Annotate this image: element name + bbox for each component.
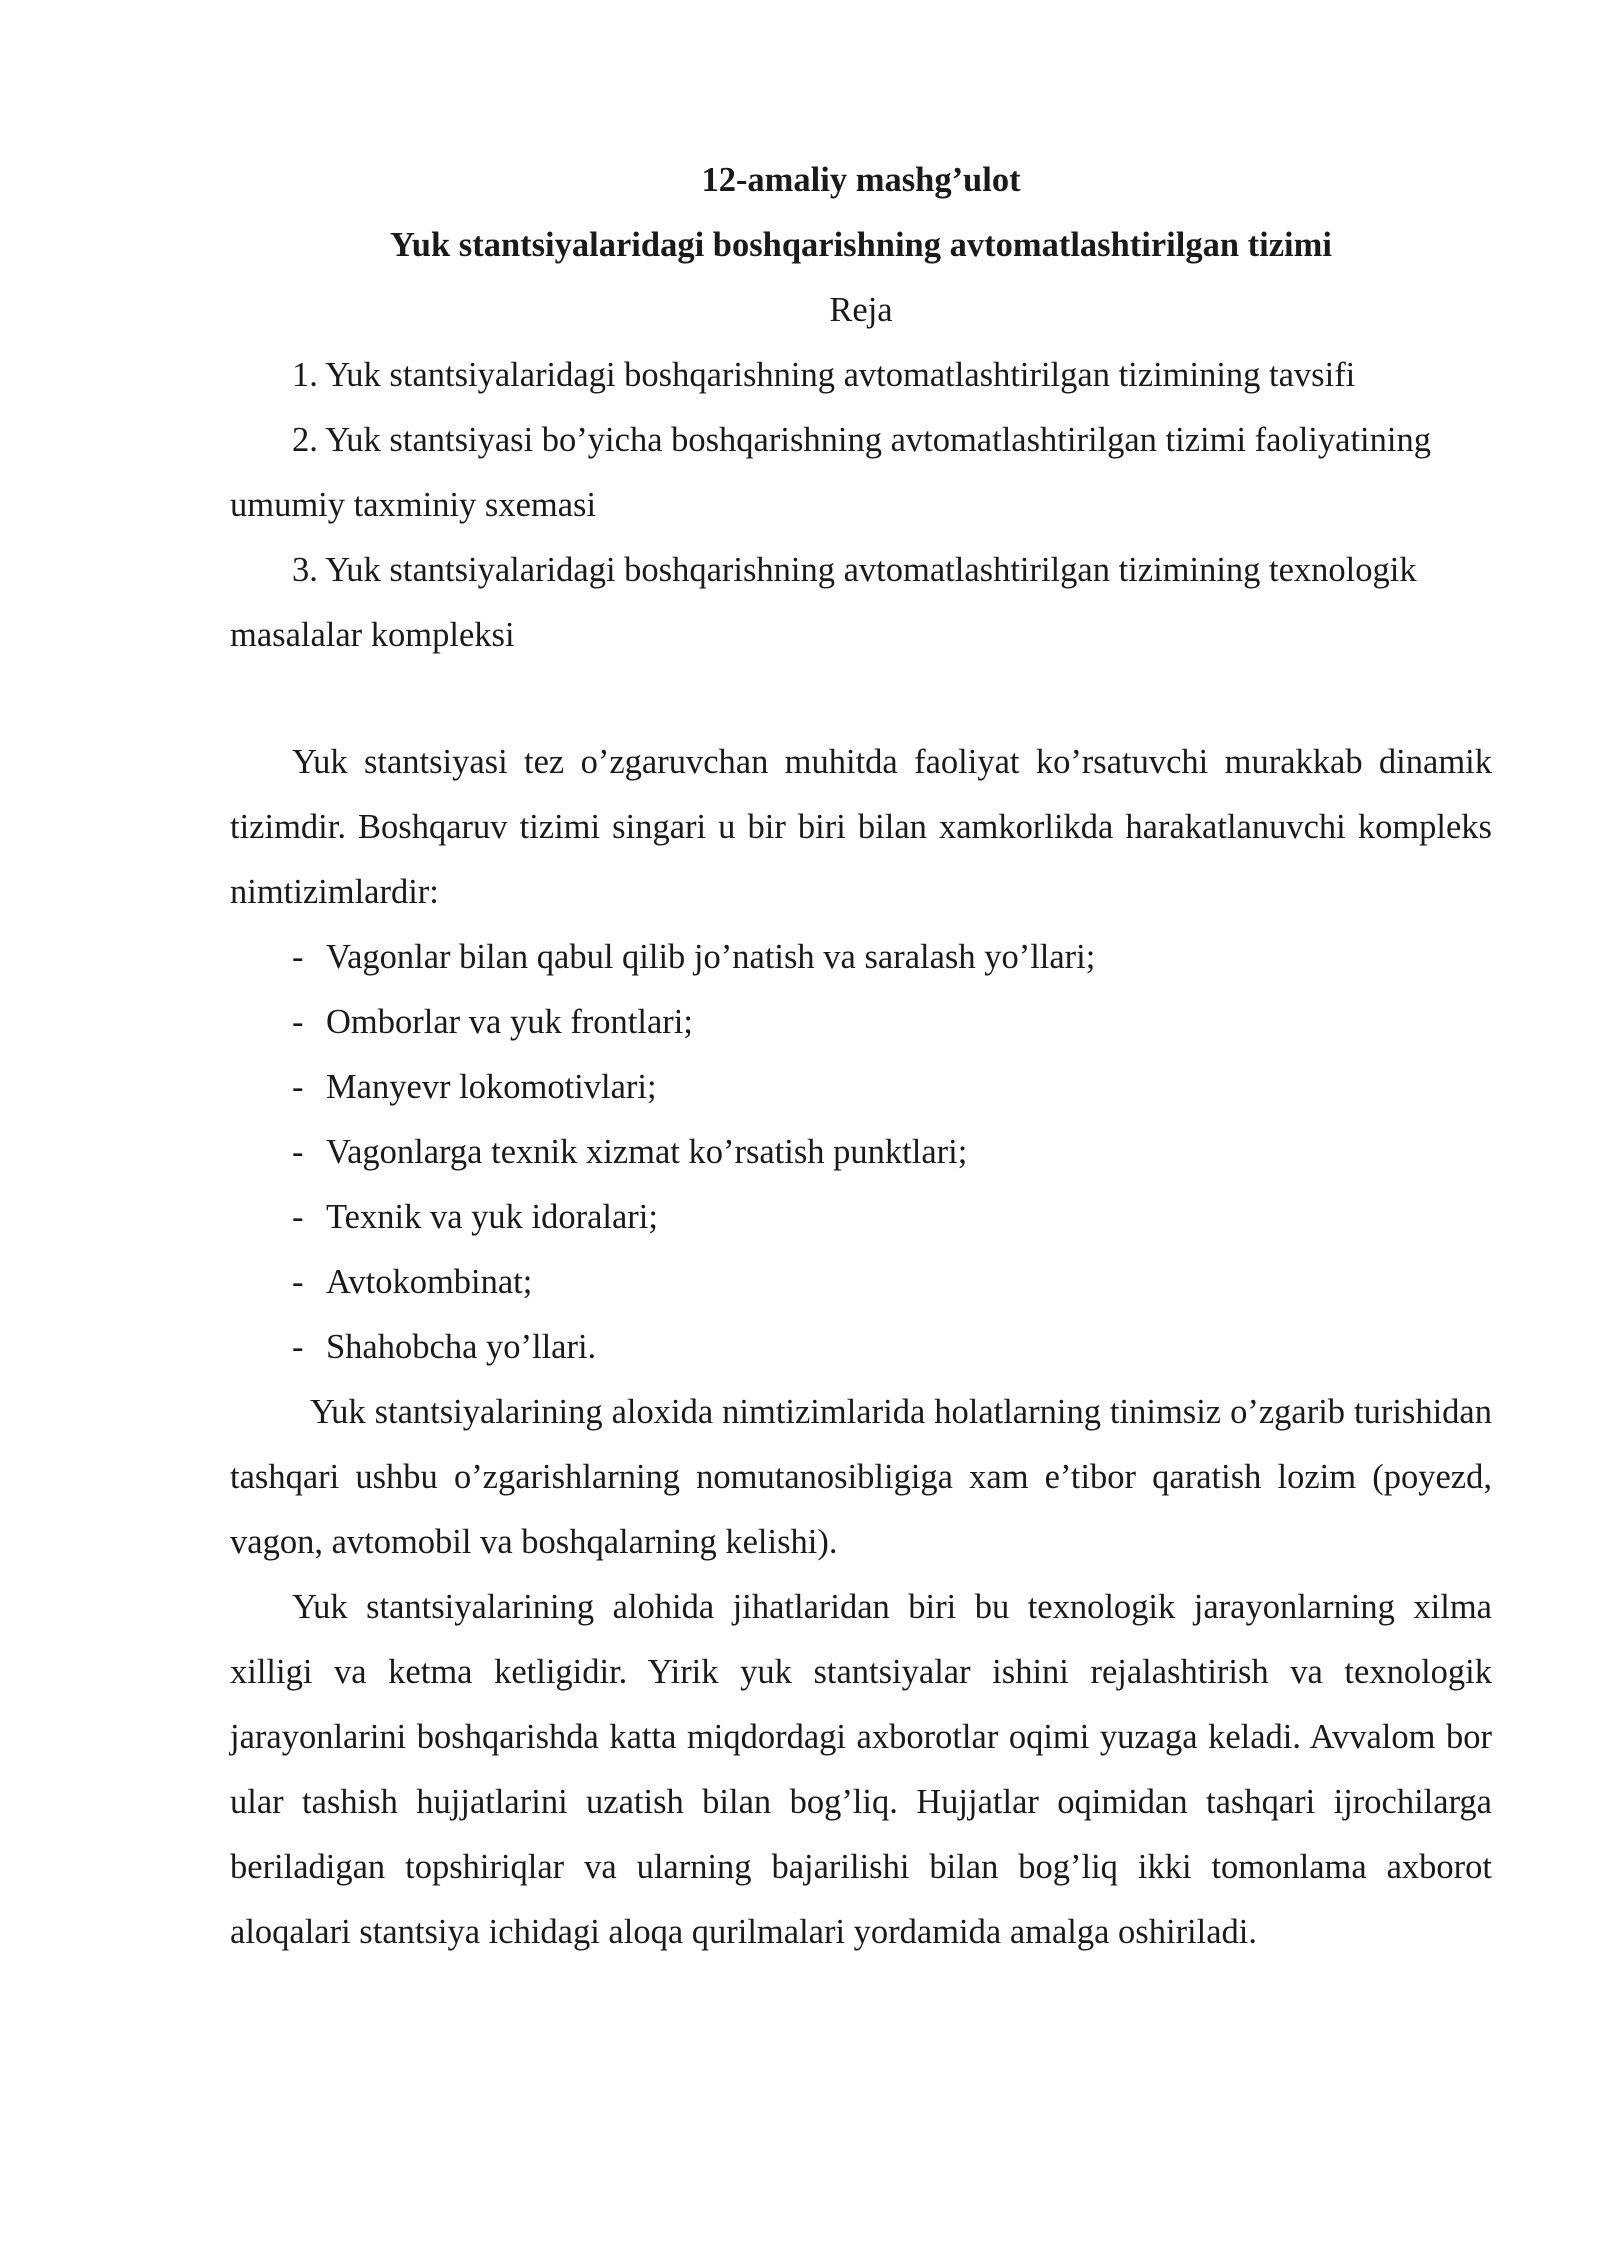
plan-list — [230, 343, 1492, 668]
list-item-text: Vagonlar bilan qabul qilib jo’natish va saralash yo’llari; — [326, 938, 1096, 976]
bullet-dash: - — [292, 1328, 304, 1366]
list-item — [230, 990, 1492, 1055]
list-item — [230, 1250, 1492, 1315]
bullet-dash: - — [292, 938, 304, 976]
body-paragraph-3: Yuk stantsiyalarining alohida jihatlaridan biri bu texnologik jarayonlarning xilma xilligi va ketma ketligidir. Yirik yuk stantsiyalar ishini rejalashtirish va texnologik jarayonlarini boshqarishda katta miqdordagi axborotlar oqimi yuzaga keladi. Avvalom bor ular tashish hujjatlarini uzatish bilan bog’liq. Hujjatlar oqimidan tashqari ijrochilarga beriladigan topshiriqlar va ularning bajarilishi bilan bog’liq ikki tomonlama axborot aloqalari stantsiya ichidagi aloqa qurilmalari yordamida amalga oshiriladi. — [230, 1588, 1492, 1951]
document-title: Yuk stantsiyalaridagi boshqarishning avtomatlashtirilgan tizimi — [390, 226, 1332, 264]
body-paragraph-2: Yuk stantsiyalarining aloxida nimtizimlarida holatlarning tinimsiz o’zgarib turishidan tashqari ushbu o’zgarishlarning nomutanosibligiga xam e’tibor qaratish lozim (poyezd, vagon, avtomobil va boshqalarning kelishi). — [230, 1393, 1492, 1561]
bullet-dash: - — [292, 1263, 304, 1301]
intro-paragraph: Yuk stantsiyasi tez o’zgaruvchan muhitda faoliyat ko’rsatuvchi murakkab dinamik tizimdir. Boshqaruv tizimi singari u bir biri bilan xamkorlikda harakatlanuvchi kompleks nimtizimlardir: — [230, 743, 1492, 911]
bullet-dash: - — [292, 1133, 304, 1171]
plan-item-1: 1. Yuk stantsiyalaridagi boshqarishning avtomatlashtirilgan tizimining tavsifi — [292, 356, 1356, 394]
plan-item-2: 2. Yuk stantsiyasi bo’yicha boshqarishning avtomatlashtirilgan tizimi faoliyatining umumiy taxminiy sxemasi — [230, 421, 1431, 524]
list-item-text: Vagonlarga texnik xizmat ko’rsatish punktlari; — [326, 1133, 968, 1171]
list-item — [230, 1315, 1492, 1380]
plan-heading: Reja — [829, 291, 893, 329]
bullet-dash: - — [292, 1198, 304, 1236]
list-item-text: Omborlar va yuk frontlari; — [326, 1003, 693, 1041]
subsystem-list — [230, 925, 1492, 1380]
list-item-text: Shahobcha yo’llari. — [326, 1328, 597, 1366]
list-item — [230, 1120, 1492, 1185]
list-item-text: Avtokombinat; — [326, 1263, 533, 1301]
bullet-dash: - — [292, 1068, 304, 1106]
list-item — [230, 1055, 1492, 1120]
list-item — [230, 1185, 1492, 1250]
practical-lesson-number: 12-amaliy mashg’ulot — [701, 161, 1021, 199]
list-item-text: Texnik va yuk idoralari; — [326, 1198, 658, 1236]
document-page — [230, 148, 1492, 1965]
list-item-text: Manyevr lokomotivlari; — [326, 1068, 657, 1106]
bullet-dash: - — [292, 1003, 304, 1041]
list-item — [230, 925, 1492, 990]
plan-item-3: 3. Yuk stantsiyalaridagi boshqarishning avtomatlashtirilgan tizimining texnologik masalalar kompleksi — [230, 551, 1417, 654]
section-spacer — [230, 668, 1492, 730]
